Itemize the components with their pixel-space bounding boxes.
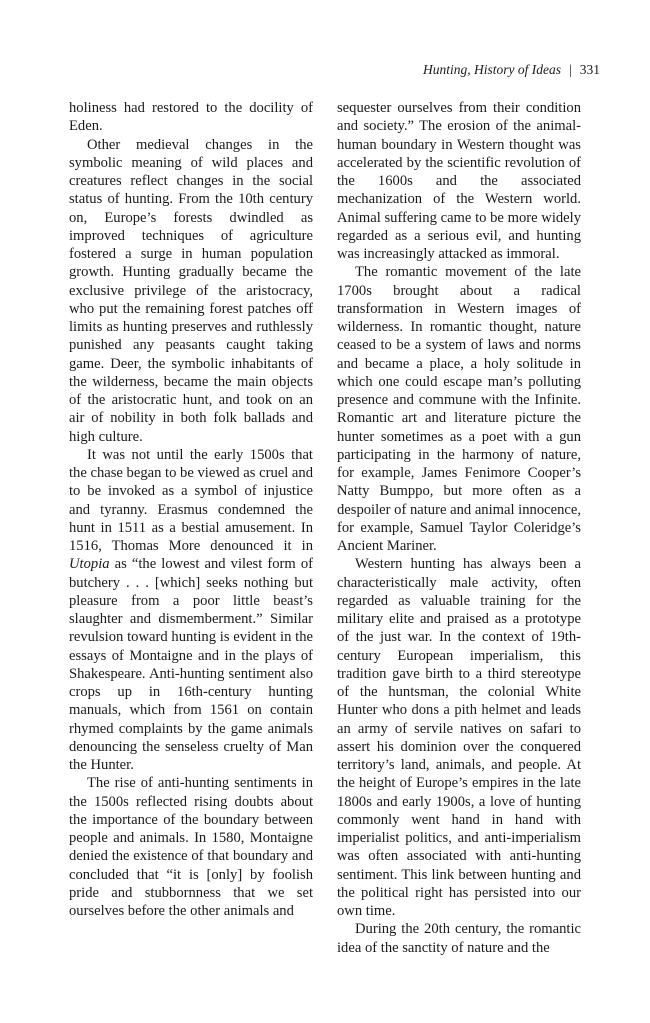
left-column	[69, 99, 313, 920]
paragraph: The rise of anti-hunting sentiments in the 1500s reflected rising doubts about the importance of the boundary between people and animals. In 1580, Montaigne denied the existence of that boundary and concluded that “it is [only] by foolish pride and stubbornness that we set ourselves before the other animals and	[69, 775, 313, 919]
paragraph: holiness had restored to the docility of Eden.	[69, 100, 313, 135]
paragraph: sequester ourselves from their condition and society.” The erosion of the animal-human boundary in Western thought was accelerated by the scientific revolution of the 1600s and the associated mechanization of the Western world. Animal suffering came to be more widely regarded as a serious evil, and hunting was increasingly attacked as immoral.	[337, 100, 581, 262]
paragraph: Western hunting has always been a characteristically male activity, often regarded as valuable training for the military elite and praised as a prototype of the just war. In the context of 19th-century European imperialism, this tradition gave birth to a third stereotype of the huntsman, the colonial White Hunter who dons a pith helmet and leads an army of servile natives on safari to assert his dominion over the conquered territory’s land, animals, and people. At the height of Europe’s empires in the late 1800s and early 1900s, a love of hunting commonly went hand in hand with imperialist politics, and anti-imperialism was often associated with anti-hunting sentiment. This link between hunting and the political right has persisted into our own time.	[337, 556, 581, 919]
text-run: as “the lowest and vilest form of butchery . . . [which] seeks nothing but pleasure from a poor little beast’s slaughter and dismemberment.” Similar revulsion toward hunting is evident in the essays of Montaigne and in the plays of Shakespeare. Anti-hunting sentiment also crops up in 16th-century hunting manuals, which from 1561 on contain rhymed complaints by the game animals denouncing the senseless cruelty of Man the Hunter.	[69, 556, 313, 773]
header-separator: |	[569, 62, 572, 77]
book-title: Utopia	[69, 556, 110, 573]
paragraph: During the 20th century, the romantic idea of the sanctity of nature and the	[337, 921, 581, 956]
running-title: Hunting, History of Ideas	[423, 62, 562, 77]
running-head	[423, 61, 600, 79]
paragraph	[69, 446, 313, 775]
paragraph: The romantic movement of the late 1700s brought about a radical transformation in Western images of wilderness. In romantic thought, nature ceased to be a system of laws and norms and became a place, a holy solitude in which one could escape man’s polluting presence and commune with the Infinite. Romantic art and literature picture the hunter sometimes as a poet with a gun participating in the harmony of nature, for example, James Fenimore Cooper’s Natty Bumppo, but more often as a despoiler of nature and animal innocence, for example, Samuel Taylor Coleridge’s Ancient Mariner.	[337, 264, 581, 554]
text-run: It was not until the early 1500s that the chase began to be viewed as cruel and to be invoked as a symbol of injustice and tyranny. Erasmus condemned the hunt in 1511 as a bestial amusement. In 1516, Thomas More denounced it in	[69, 446, 313, 554]
page-number: 331	[579, 62, 600, 77]
right-column	[337, 99, 581, 957]
paragraph: Other medieval changes in the symbolic meaning of wild places and creatures reflect changes in the social status of hunting. From the 10th century on, Europe’s forests dwindled as improved techniques of agriculture fostered a surge in human population growth. Hunting gradually became the exclusive privilege of the aristocracy, who put the remaining forest patches off limits as hunting preserves and ruthlessly punished any peasants caught taking game. Deer, the symbolic inhabitants of the wilderness, became the main objects of the aristocratic hunt, and took on an air of nobility in both folk ballads and high culture.	[69, 136, 313, 445]
